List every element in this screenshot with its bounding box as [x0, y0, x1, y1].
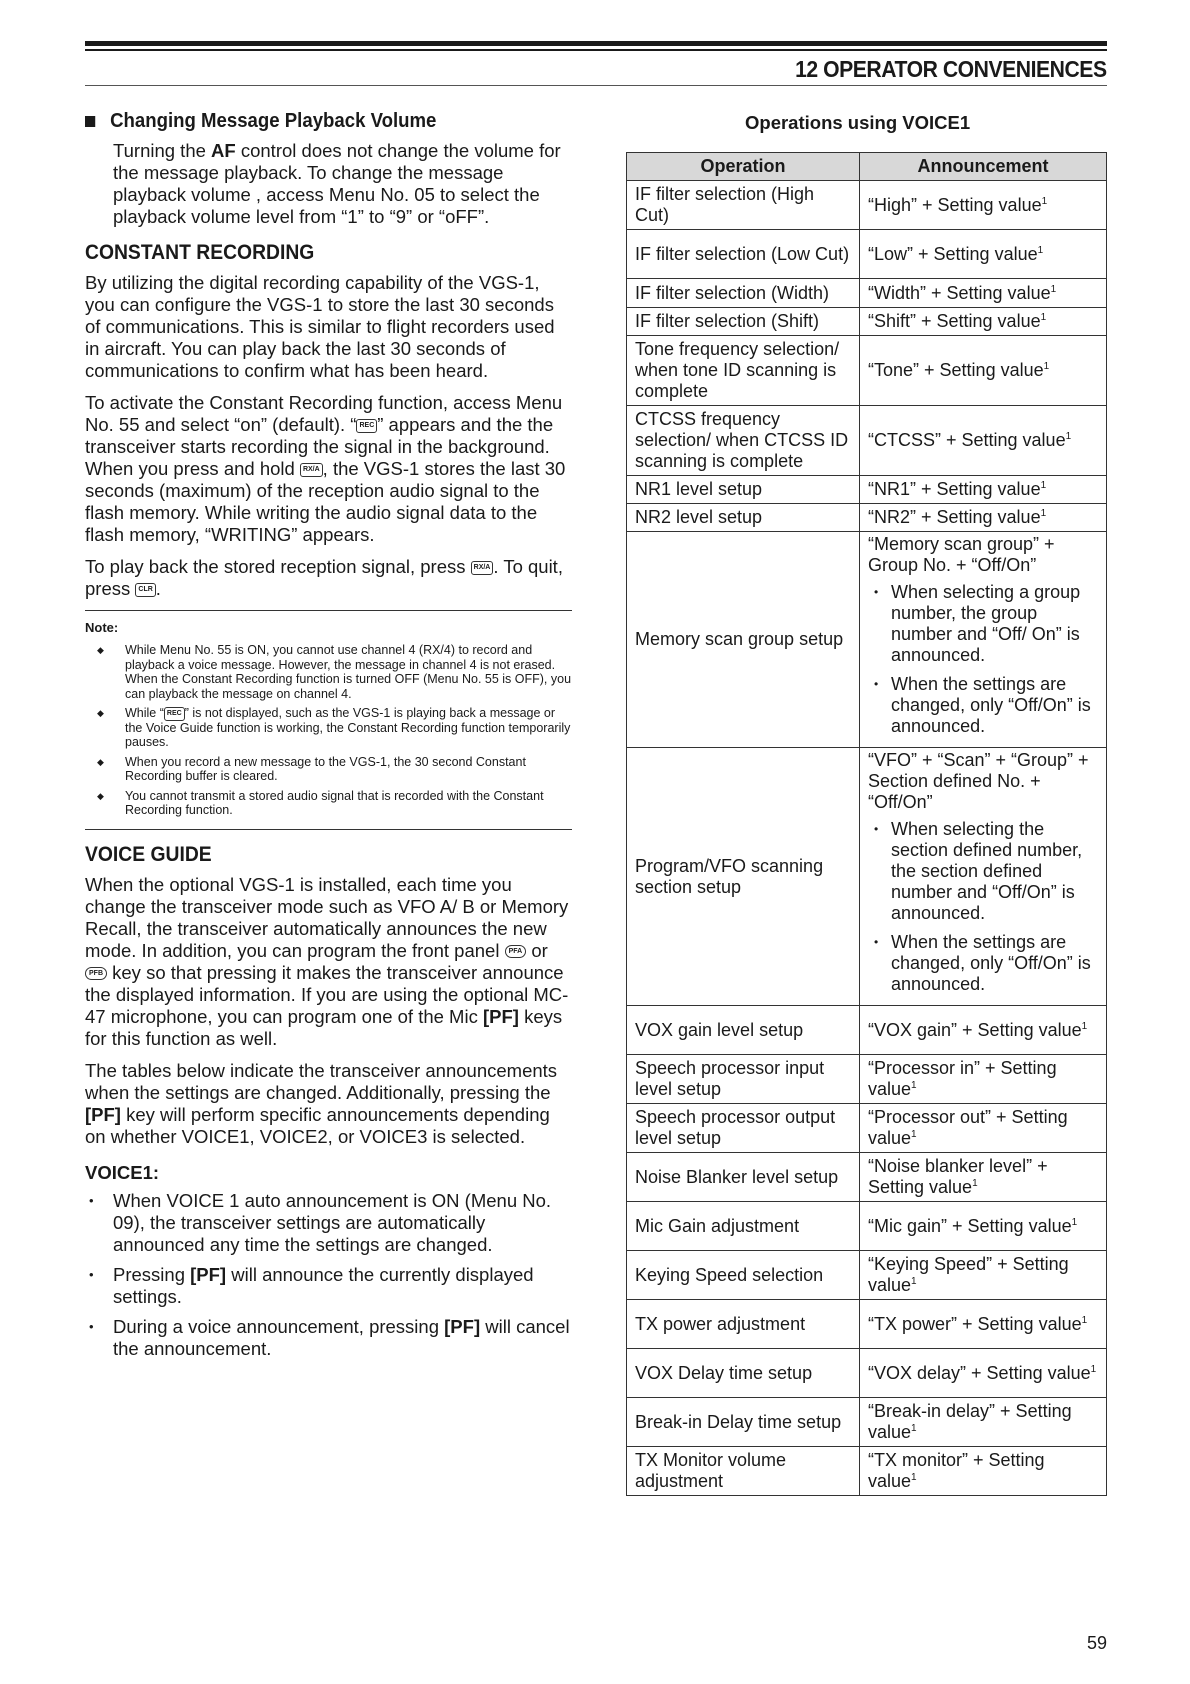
announcement-text: “Processor in” + Setting value — [868, 1058, 1057, 1099]
table-row — [627, 748, 1107, 1006]
table-row — [627, 406, 1107, 476]
footnote-mark: 1 — [1050, 283, 1057, 295]
announcement-cell — [860, 476, 1107, 504]
footnote-mark: 1 — [972, 1178, 978, 1189]
announcement-text: “Shift” + Setting value — [868, 311, 1041, 331]
table-row — [627, 1104, 1107, 1153]
footnote-mark: 1 — [911, 1129, 917, 1140]
footnote-mark: 1 — [1037, 244, 1044, 256]
table-row — [627, 1055, 1107, 1104]
constant-p3: To play back the stored reception signal, press RX/A . To quit, press CLR . — [85, 556, 563, 599]
table-row — [627, 1300, 1107, 1349]
operation-cell: IF filter selection (High Cut) — [627, 181, 860, 230]
announcement-cell — [860, 1398, 1107, 1447]
operation-cell: Keying Speed selection — [627, 1251, 860, 1300]
note-item: ◆ When you record a new message to the VGS-1, the 30 second Constant Recording buffer is cleared. — [85, 755, 572, 784]
voice-guide-p2: The tables below indicate the transceiver announcements when the settings are changed. Additionally, pressing the [PF] key will perform specific announcements depending on whether VOICE1, VOICE2, or VOICE3 is selected. — [85, 1059, 558, 1147]
list-item: • When the settings are changed, only “Off/On” is announced. — [868, 674, 1098, 737]
constant-recording-title: CONSTANT RECORDING — [85, 241, 315, 264]
announcement-cell — [860, 1104, 1107, 1153]
announcement-text: “Break-in delay” + Setting value — [868, 1401, 1072, 1442]
announcement-text: “VFO” + “Scan” + “Group” + Section defined No. + “Off/On” — [868, 750, 1089, 812]
list-item: • When VOICE 1 auto announcement is ON (Menu No. 09), the transceiver settings are automatically announced any time the settings are changed. — [85, 1190, 572, 1256]
square-bullet-icon — [85, 116, 95, 127]
footnote-mark: 1 — [1065, 431, 1072, 442]
rec-indicator-icon: REC — [356, 419, 377, 433]
voice-guide-p1: When the optional VGS-1 is installed, each time you change the transceiver mode such as VFO A/ B or Memory Recall, the transceiver automatically announces the new mode. In addition, you can program the front panel PFA or PFB key so that pressing it makes the transceiver announce the displayed information. If you are using the optional MC-47 microphone, you can program one of the Mic [PF] keys for this function as well. — [85, 873, 569, 1049]
constant-p1: By utilizing the digital recording capability of the VGS-1, you can configure the VGS-1 to store the last 30 seconds of communications. This is similar to flight recorders used in aircraft. You can play back the last 30 seconds of communications to confirm what has been heard. — [85, 272, 555, 381]
rx-a-key-icon: RX/A — [471, 561, 494, 575]
operation-cell: TX Monitor volume adjustment — [627, 1447, 860, 1496]
chapter-title: 12 OPERATOR CONVENIENCES — [795, 56, 1107, 82]
table-row — [627, 1447, 1107, 1496]
top-rule-thin — [85, 49, 1107, 51]
announcement-text: “Memory scan group” + Group No. + “Off/On” — [868, 534, 1055, 575]
table-row — [627, 476, 1107, 504]
voice1-operations-table — [626, 152, 1107, 1496]
table-row — [627, 230, 1107, 279]
operation-cell: NR1 level setup — [627, 476, 860, 504]
operation-cell: Speech processor output level setup — [627, 1104, 860, 1153]
list-item: • When selecting the section defined number, the section defined number and “Off/On” is announced. — [868, 819, 1098, 924]
operation-cell: Tone frequency selection/ when tone ID scanning is complete — [627, 336, 860, 406]
footnote-mark: 1 — [1040, 508, 1047, 519]
announcement-text: “Keying Speed” + Setting value — [868, 1254, 1069, 1295]
voice1-title: VOICE1: — [85, 1161, 160, 1183]
note-item: ◆ While Menu No. 55 is ON, you cannot use channel 4 (RX/4) to record and playback a voice message. However, the message in channel 4 is not erased. When the Constant Recording function is turned OFF (Menu No. 55 is OFF), you can playback the message on channel 4. — [85, 643, 572, 701]
footnote-mark: 1 — [1090, 1363, 1097, 1375]
operation-cell: Program/VFO scanning section setup — [627, 748, 860, 1006]
playback-heading-text: Changing Message Playback Volume — [110, 110, 437, 132]
operation-cell: Noise Blanker level setup — [627, 1153, 860, 1202]
list-item: • Pressing [PF] will announce the currently displayed settings. — [85, 1264, 572, 1308]
top-rule-thick — [85, 41, 1107, 46]
announcement-cell — [860, 279, 1107, 308]
announcement-cell — [860, 336, 1107, 406]
operation-cell: VOX Delay time setup — [627, 1349, 860, 1398]
table-row — [627, 1006, 1107, 1055]
table-row — [627, 279, 1107, 308]
clr-key-icon: CLR — [135, 583, 155, 597]
footnote-mark: 1 — [1081, 1020, 1088, 1032]
operation-cell: NR2 level setup — [627, 504, 860, 532]
announcement-text: “CTCSS” + Setting value — [868, 430, 1066, 450]
table-row — [627, 1153, 1107, 1202]
table-row — [627, 336, 1107, 406]
announcement-text: “Noise blanker level” + Setting value — [868, 1156, 1048, 1197]
constant-p2: To activate the Constant Recording function, access Menu No. 55 and select “on” (default). “ REC ” appears and the the transceiver starts recording the signal in the background. When you press and hold RX/A , the VGS-1 stores the last 30 seconds (maximum) of the reception audio signal to the flash memory. While writing the audio signal data to the flash memory, “WRITING” appears. — [85, 392, 566, 545]
announcement-text: “NR1” + Setting value — [868, 479, 1041, 499]
operation-cell: Break-in Delay time setup — [627, 1398, 860, 1447]
footnote-mark: 1 — [1071, 1216, 1078, 1228]
announcement-cell — [860, 532, 1107, 748]
list-item: • During a voice announcement, pressing [PF] will cancel the announcement. — [85, 1316, 572, 1360]
voice1-bullets — [85, 1190, 572, 1360]
left-column — [85, 110, 572, 1368]
announcement-text: “Tone” + Setting value — [868, 360, 1044, 380]
announcement-text: “High” + Setting value — [868, 194, 1042, 215]
announcement-text: “VOX delay” + Setting value — [868, 1362, 1091, 1383]
operation-cell: IF filter selection (Shift) — [627, 308, 860, 336]
announcement-cell — [860, 1251, 1107, 1300]
list-item: • When selecting a group number, the group number and “Off/ On” is announced. — [868, 582, 1098, 666]
header-divider — [85, 85, 1107, 86]
table-row — [627, 532, 1107, 748]
table-row — [627, 1251, 1107, 1300]
footnote-mark: 1 — [1081, 1314, 1088, 1326]
announcement-text: “NR2” + Setting value — [868, 507, 1041, 527]
voice-guide-title: VOICE GUIDE — [85, 842, 212, 866]
playback-paragraph: Turning the AF control does not change the volume for the message playback. To change the message playback volume , access Menu No. 05 to select the playback volume level from “1” to “9” or “oFF”. — [113, 140, 561, 227]
footnote-mark: 1 — [1040, 312, 1047, 323]
footnote-mark: 1 — [911, 1423, 917, 1434]
table-row — [627, 308, 1107, 336]
table-row — [627, 1398, 1107, 1447]
playback-heading — [85, 110, 538, 132]
rec-indicator-icon: REC — [164, 707, 185, 721]
note-item: ◆ While “ REC ” is not displayed, such as the VGS-1 is playing back a message or the Voice Guide function is working, the Constant Recording function temporarily pauses. — [85, 706, 572, 750]
operation-cell: TX power adjustment — [627, 1300, 860, 1349]
column-header-operation: Operation — [627, 153, 860, 181]
operation-cell: Mic Gain adjustment — [627, 1202, 860, 1251]
announcement-cell — [860, 406, 1107, 476]
announcement-cell — [860, 1202, 1107, 1251]
pfa-key-icon: PFA — [505, 945, 527, 958]
footnote-mark: 1 — [911, 1276, 917, 1287]
operation-cell: Speech processor input level setup — [627, 1055, 860, 1104]
footnote-mark: 1 — [1041, 195, 1048, 207]
announcement-text: “Low” + Setting value — [868, 243, 1038, 264]
announcement-text: “TX power” + Setting value — [868, 1313, 1082, 1334]
announcement-text: “Processor out” + Setting value — [868, 1107, 1068, 1148]
table-row — [627, 504, 1107, 532]
note-box — [85, 610, 572, 830]
footnote-mark: 1 — [1043, 361, 1050, 372]
announcement-text: “Width” + Setting value — [868, 282, 1051, 303]
announcement-cell — [860, 504, 1107, 532]
announcement-cell — [860, 1006, 1107, 1055]
announcement-cell — [860, 1055, 1107, 1104]
announcement-cell — [860, 748, 1107, 1006]
announcement-cell — [860, 1153, 1107, 1202]
table-row — [627, 1202, 1107, 1251]
table-header-row — [627, 153, 1107, 181]
table-row — [627, 1349, 1107, 1398]
announcement-cell — [860, 1300, 1107, 1349]
column-header-announcement: Announcement — [860, 153, 1107, 181]
operation-cell: CTCSS frequency selection/ when CTCSS ID scanning is complete — [627, 406, 860, 476]
announcement-cell — [860, 1349, 1107, 1398]
operation-cell: IF filter selection (Low Cut) — [627, 230, 860, 279]
announcement-text: “TX monitor” + Setting value — [868, 1450, 1045, 1491]
note-item: ◆ You cannot transmit a stored audio signal that is recorded with the Constant Recording function. — [85, 789, 572, 818]
announcement-cell — [860, 308, 1107, 336]
footnote-mark: 1 — [911, 1472, 917, 1483]
rx-a-key-icon: RX/A — [300, 463, 323, 477]
table-title: Operations using VOICE1 — [745, 112, 971, 133]
announcement-cell — [860, 230, 1107, 279]
announcement-text: “Mic gain” + Setting value — [868, 1215, 1072, 1236]
list-item: • When the settings are changed, only “Off/On” is announced. — [868, 932, 1098, 995]
page-number: 59 — [1086, 1633, 1107, 1653]
announcement-cell — [860, 181, 1107, 230]
announcement-cell — [860, 1447, 1107, 1496]
footnote-mark: 1 — [1040, 480, 1047, 491]
footnote-mark: 1 — [911, 1080, 917, 1091]
operation-cell: IF filter selection (Width) — [627, 279, 860, 308]
announcement-text: “VOX gain” + Setting value — [868, 1019, 1082, 1040]
operation-cell: VOX gain level setup — [627, 1006, 860, 1055]
operation-cell: Memory scan group setup — [627, 532, 860, 748]
note-title: Note: — [85, 620, 119, 635]
pfb-key-icon: PFB — [85, 967, 107, 980]
table-row — [627, 181, 1107, 230]
